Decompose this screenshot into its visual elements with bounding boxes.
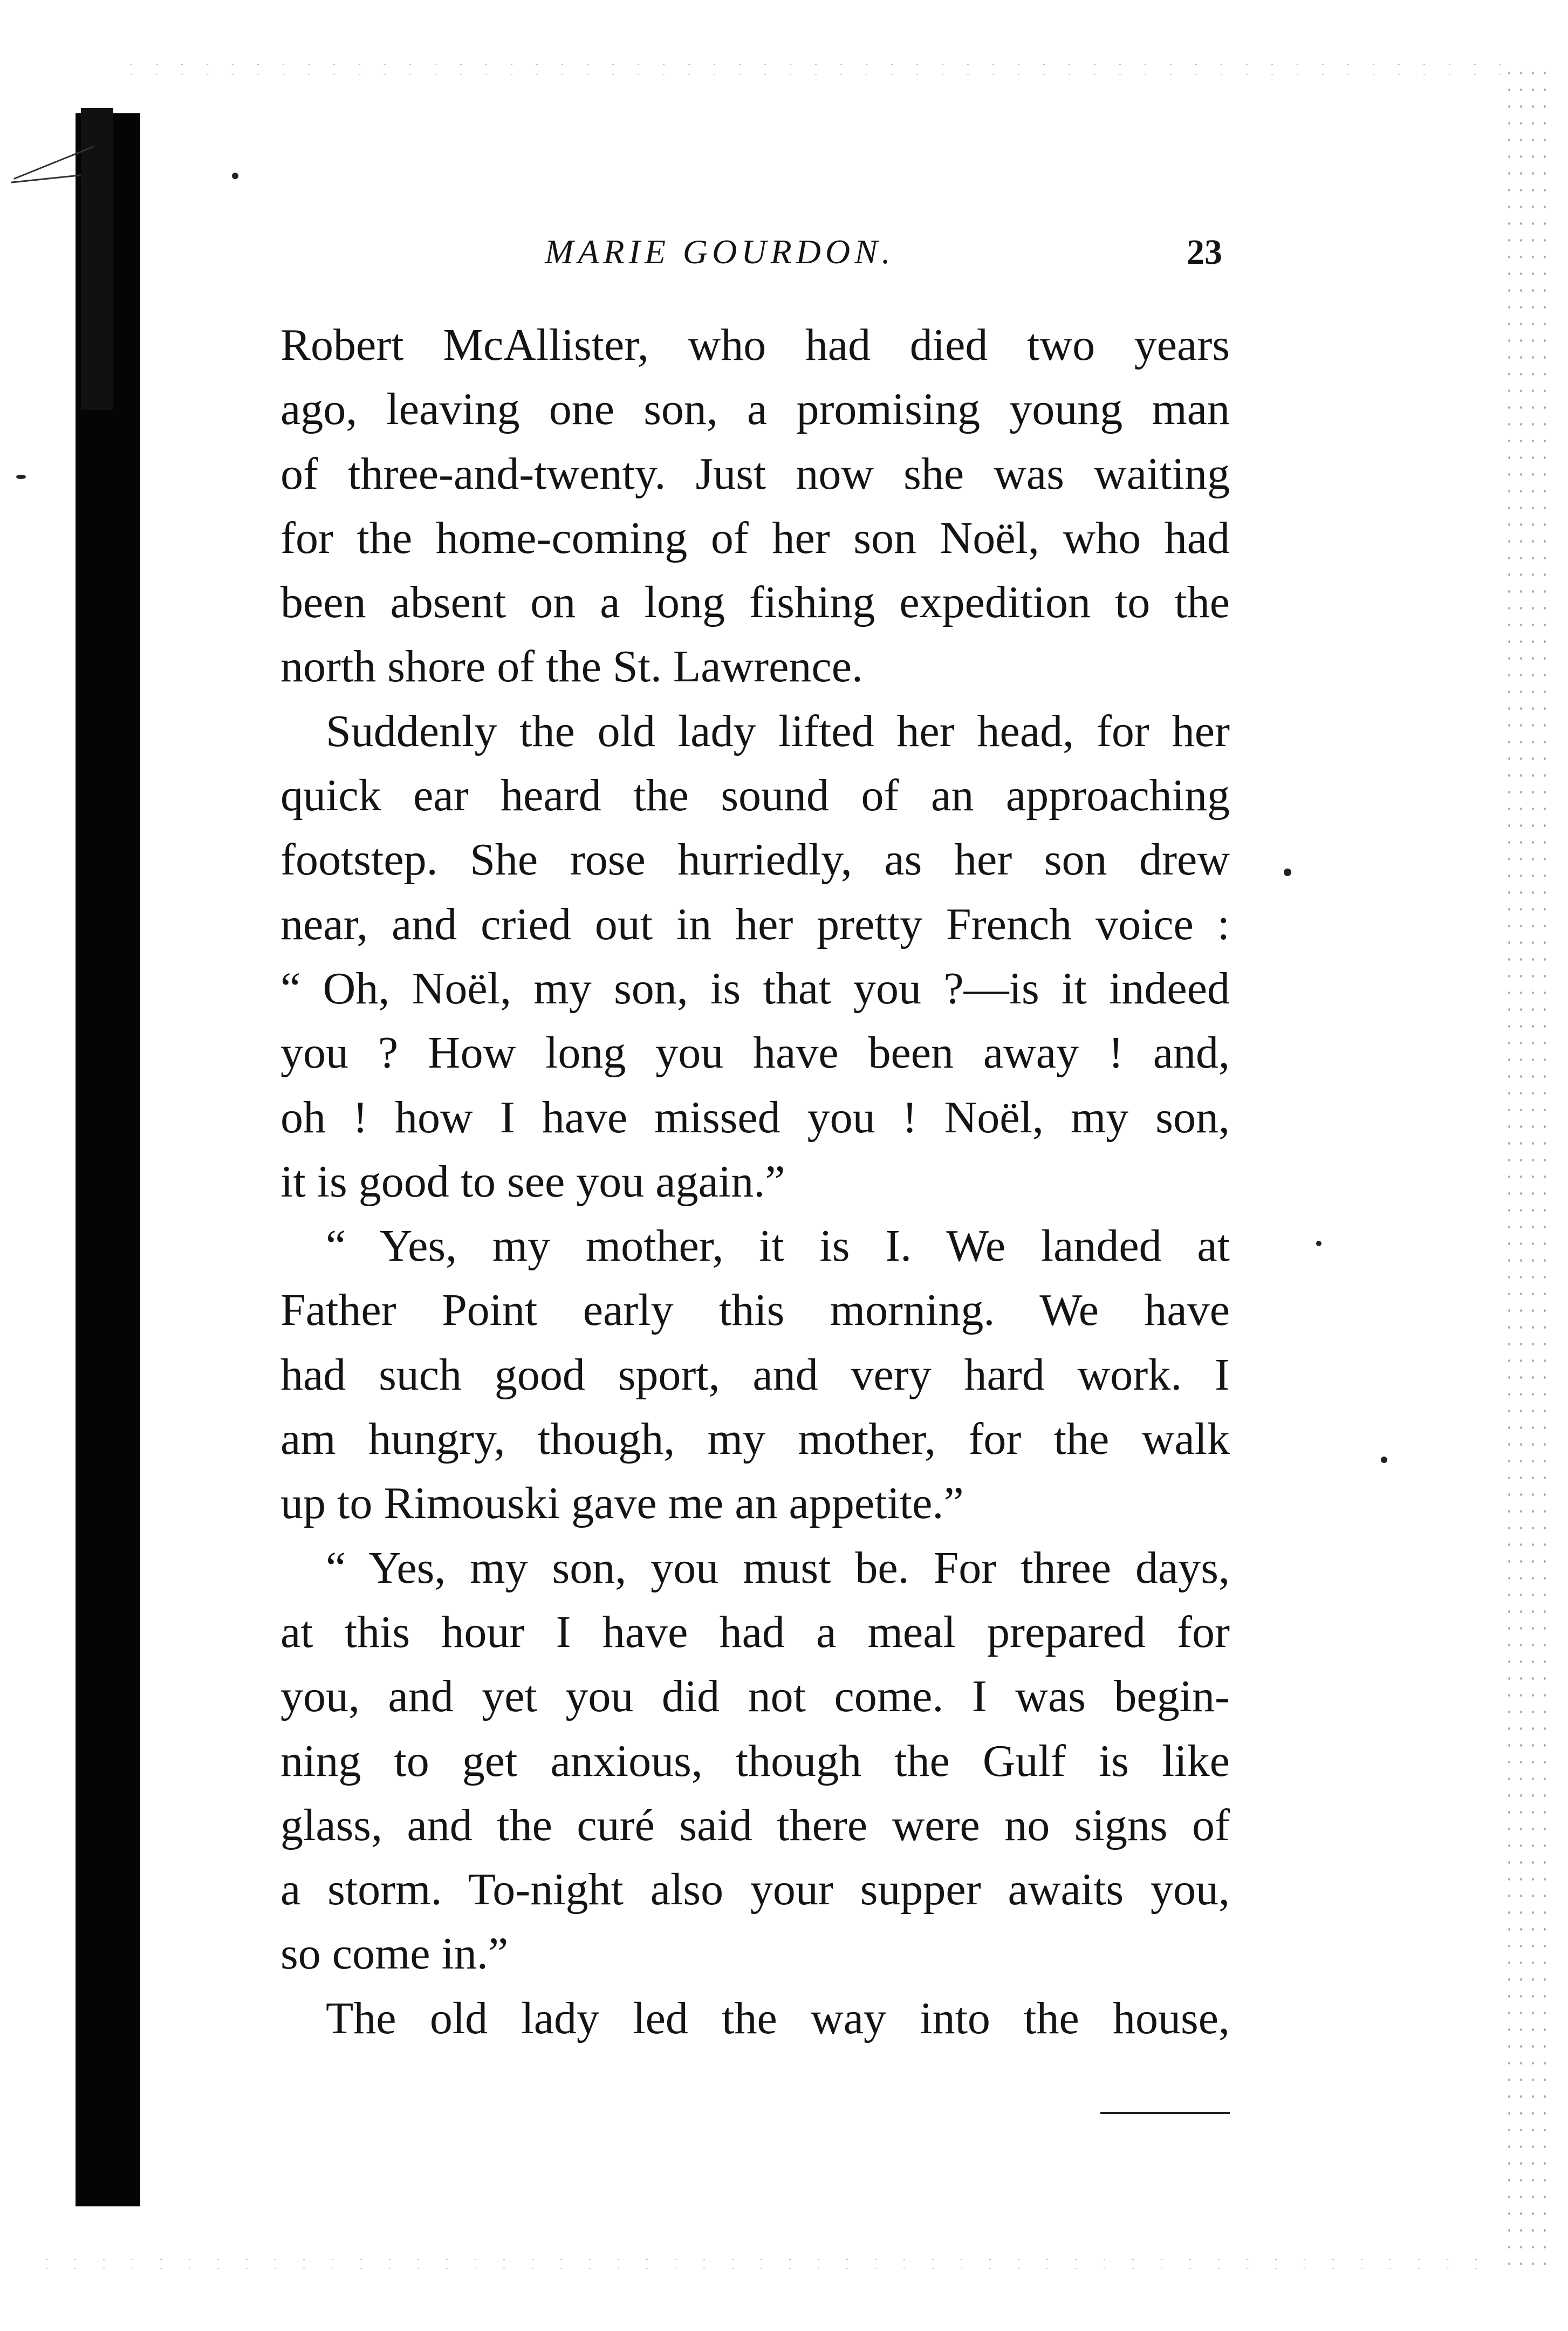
- binding-shadow-top: [81, 108, 113, 410]
- scan-noise-bottom: [32, 2255, 1489, 2277]
- text-line: a storm. To-night also your supper awaits you,: [280, 1864, 1230, 1915]
- page-number: 23: [1187, 233, 1222, 272]
- scan-noise-top: [119, 59, 1521, 81]
- text-line: it is good to see you again.”: [280, 1156, 785, 1207]
- text-line: “ Yes, my son, you must be. For three days,: [326, 1542, 1230, 1593]
- scan-speck: [1381, 1457, 1387, 1463]
- text-line: Suddenly the old lady lifted her head, for her: [326, 706, 1230, 756]
- scan-speck: [232, 173, 238, 179]
- text-line: you, and yet you did not come. I was begin-: [280, 1671, 1230, 1722]
- scan-noise-right: [1503, 65, 1546, 2277]
- text-line: am hungry, though, my mother, for the walk: [280, 1414, 1230, 1465]
- binding-shadow: [76, 113, 140, 2206]
- text-line: ning to get anxious, though the Gulf is like: [280, 1735, 1230, 1786]
- body-text: [280, 313, 1230, 2050]
- text-line: glass, and the curé said there were no signs of: [280, 1800, 1230, 1850]
- running-title: MARIE GOURDON.: [545, 233, 895, 271]
- text-line: ago, leaving one son, a promising young man: [280, 384, 1230, 435]
- text-line: oh ! how I have missed you ! Noël, my son,: [280, 1092, 1230, 1143]
- text-line: near, and cried out in her pretty French voice :: [280, 899, 1230, 949]
- text-line: “ Yes, my mother, it is I. We landed at: [326, 1221, 1230, 1272]
- text-line: quick ear heard the sound of an approaching: [280, 770, 1230, 821]
- text-line: been absent on a long fishing expedition to the: [280, 577, 1230, 628]
- text-line: for the home-coming of her son Noël, who had: [280, 512, 1230, 563]
- text-line: The old lady led the way into the house,: [326, 1993, 1230, 2043]
- text-line: of three-and-twenty. Just now she was waiting: [280, 448, 1230, 499]
- text-line: “ Oh, Noël, my son, is that you ?—is it indeed: [280, 963, 1230, 1014]
- scan-speck: [16, 475, 26, 479]
- scan-speck: [1316, 1241, 1321, 1246]
- text-line: up to Rimouski gave me an appetite.”: [280, 1478, 964, 1529]
- page-rule: [1100, 2112, 1230, 2114]
- text-line: north shore of the St. Lawrence.: [280, 641, 863, 692]
- text-line: at this hour I have had a meal prepared for: [280, 1607, 1230, 1657]
- text-line: had such good sport, and very hard work. I: [280, 1349, 1230, 1400]
- text-line: you ? How long you have been away ! and,: [280, 1028, 1230, 1078]
- text-line: footstep. She rose hurriedly, as her son drew: [280, 835, 1230, 885]
- text-line: Robert McAllister, who had died two years: [280, 320, 1230, 370]
- scan-speck: [1284, 869, 1291, 876]
- text-line: so come in.”: [280, 1929, 509, 1979]
- text-line: Father Point early this morning. We have: [280, 1285, 1230, 1336]
